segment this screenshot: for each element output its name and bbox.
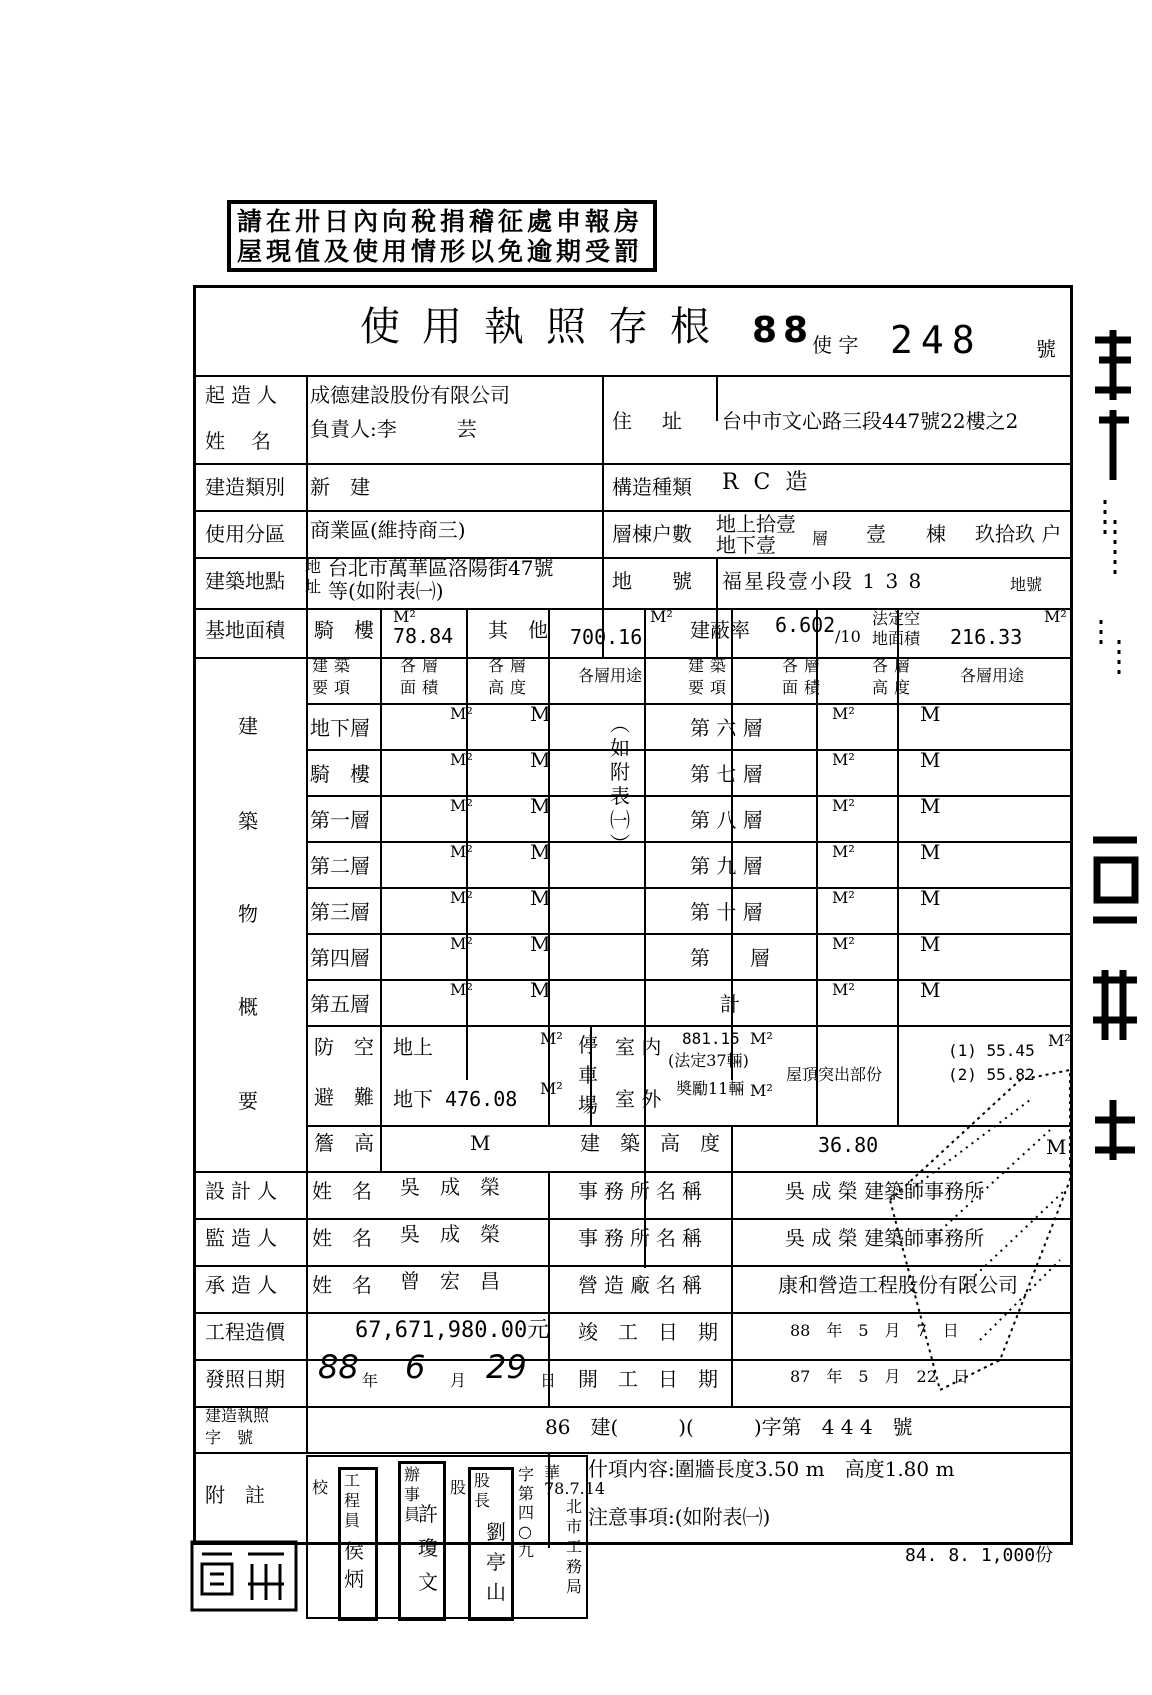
floor-label-right: 第 六 層 (690, 716, 763, 740)
designer-label: 設計人 (205, 1179, 283, 1203)
stamp-bureau: 北市工務局 (566, 1497, 583, 1596)
head-item-l: 建築要項 (312, 656, 357, 697)
lot-suffix: 地號 (1010, 575, 1043, 594)
floor-label-right: 第 九 層 (690, 854, 763, 878)
issue-month: 6 (405, 1348, 426, 1386)
floor-area-unit-right: M² (832, 750, 855, 769)
floor-area-unit-right: M² (832, 842, 855, 861)
stamp-engineer-name: 侯炳 (344, 1539, 364, 1591)
struct-label: 構造種類 (612, 475, 692, 499)
cost-label: 工程造價 (205, 1320, 285, 1344)
floor-label-left: 騎 樓 (310, 762, 370, 786)
issue-day: 29 (486, 1348, 527, 1386)
floor-area-unit-left: M² (450, 842, 473, 861)
builder-label: 起造人 (205, 383, 283, 407)
type-value: 新 建 (310, 475, 370, 499)
print-info: 84. 8. 1,000份 (905, 1545, 1054, 1566)
date-stamp-smudge (880, 1060, 1080, 1400)
floor-label-left: 第四層 (310, 946, 370, 970)
stamp-ref: 字第四○九 (518, 1465, 535, 1560)
floor-area-unit-left: M² (450, 980, 473, 999)
supervisor-name-label: 姓 名 (312, 1226, 372, 1250)
area-label: 基地面積 (205, 618, 285, 642)
issue-year-unit: 年 (362, 1371, 379, 1390)
side-label-2: 築 (238, 809, 258, 833)
head-area-l: 各層面積 (400, 656, 445, 697)
start-label: 開 工 日 期 (578, 1367, 718, 1391)
location-label: 建築地點 (205, 569, 285, 593)
supervisor-office-label: 事務所名稱 (578, 1226, 708, 1250)
head-item-r: 建築要項 (688, 656, 733, 697)
floor-height-unit-right: M (920, 840, 941, 864)
floors-above: 地上拾壹 (716, 512, 796, 536)
floor-label-right: 第 十 層 (690, 900, 763, 924)
coverage-label: 建蔽率 (690, 618, 750, 642)
parking-outdoor-note: 奬勵11輛 (676, 1079, 745, 1098)
bldg-count: 壹 棟 (866, 522, 946, 546)
number-suffix: 號 (1036, 337, 1056, 361)
floor-label-left: 地下層 (310, 716, 370, 740)
floor-height-unit-right: M (920, 978, 941, 1002)
head-height-r: 各層高度 (872, 656, 917, 697)
issue-label: 發照日期 (205, 1367, 285, 1391)
permit-number: 248 (890, 318, 983, 362)
stamp-date: 華78.7.14 (544, 1463, 606, 1498)
floor-area-unit-left: M² (450, 750, 473, 769)
shelter-label-1: 防 空 (314, 1035, 374, 1059)
roof-1: (1) 55.45 (948, 1041, 1035, 1060)
head-area-r: 各層面積 (782, 656, 827, 697)
floor-height-unit-left: M (530, 978, 551, 1002)
done-date: 88 年 5 月 7 日 (790, 1321, 959, 1340)
address-label: 住址 (612, 409, 712, 433)
floor-label-left: 第三層 (310, 900, 370, 924)
shelter-above-unit: M² (540, 1029, 563, 1048)
other-value: 700.16 (570, 625, 643, 649)
supervisor-name: 吳 成 榮 (400, 1222, 500, 1246)
type-label: 建造類別 (205, 475, 285, 499)
form-title: 使用執照存根 (360, 304, 732, 350)
notice-line-1: 請在卅日內向稅捐稽征處申報房 (237, 207, 644, 236)
notice-box (227, 200, 657, 272)
approval-stamps (306, 1455, 606, 1619)
supervisor-label: 監造人 (205, 1226, 283, 1250)
use-note-char: 表 (610, 784, 630, 808)
head-use-l: 各層用途 (578, 666, 643, 685)
office-seal (190, 1540, 298, 1612)
bh-unit: M (1046, 1135, 1067, 1159)
floor-height-unit-right: M (920, 748, 941, 772)
floor-height-unit-left: M (530, 702, 551, 726)
floor-area-unit-left: M² (450, 934, 473, 953)
floor-label-right: 第 層 (690, 946, 770, 970)
shelter-below-unit: M² (540, 1079, 563, 1098)
head-height-l: 各層高度 (488, 656, 533, 697)
floor-area-unit-right: M² (832, 796, 855, 815)
builder-company: 成德建設股份有限公司 (310, 383, 510, 407)
floor-area-unit-right: M² (832, 934, 855, 953)
parking-outdoor-label: 室 外 (615, 1087, 662, 1111)
unit-count: 玖拾玖 户 (975, 522, 1062, 546)
floor-label-left: 第一層 (310, 808, 370, 832)
parking-outdoor-unit: M² (750, 1081, 773, 1100)
issue-year: 88 (318, 1348, 359, 1386)
contractor-name: 曾 宏 昌 (400, 1269, 500, 1293)
floor-height-unit-left: M (530, 886, 551, 910)
floor-height-unit-right: M (920, 794, 941, 818)
floor-area-unit-left: M² (450, 796, 473, 815)
stamp-section: 股 (450, 1478, 467, 1497)
floor-height-unit-right: M (920, 932, 941, 956)
head-use-r: 各層用途 (960, 666, 1025, 685)
issue-day-unit: 日 (540, 1371, 557, 1390)
lot-label: 地 號 (612, 569, 692, 593)
eaves-label: 簷 高 (314, 1131, 374, 1155)
floors-below: 地下壹 (716, 533, 776, 557)
side-label-3: 物 (238, 902, 258, 926)
contractor-label: 承造人 (205, 1273, 283, 1297)
other-unit: M² (650, 607, 673, 626)
zone-label: 使用分區 (205, 522, 285, 546)
permit-kind: 使 字 (812, 333, 859, 357)
floors-label: 層棟户數 (612, 522, 692, 546)
permit-year: 88 (752, 310, 815, 351)
location-addr-1: 台北市萬華區洛陽街47號 (328, 556, 554, 580)
use-note-char: 附 (610, 760, 630, 784)
designer-name: 吳 成 榮 (400, 1175, 500, 1199)
arcade-unit: M² (393, 607, 416, 626)
contractor-office: 康和營造工程股份有限公司 (778, 1273, 1018, 1297)
side-label-5: 要 (238, 1089, 258, 1113)
notes-line-1: 什項内容:圍牆長度3.50 m 高度1.80 m (588, 1457, 955, 1481)
floor-height-unit-left: M (530, 794, 551, 818)
open-value: 216.33 (950, 625, 1023, 649)
stamp-chief-name: 劉亭山 (486, 1520, 506, 1604)
parking-label: 停車場 (578, 1033, 598, 1117)
other-label: 其 他 (488, 618, 548, 642)
stamp-chief: 股長 (474, 1471, 491, 1510)
side-label-1: 建 (238, 714, 258, 738)
cost-value: 67,671,980.00元 (355, 1318, 550, 1343)
builder-address: 台中市文心路三段447號22樓之2 (722, 409, 1019, 433)
floor-height-unit-right: M (920, 886, 941, 910)
floor-area-unit-left: M² (450, 704, 473, 723)
struct-value: R C 造 (722, 470, 812, 495)
issue-month-unit: 月 (450, 1371, 467, 1390)
edge-marks (1085, 320, 1145, 1580)
floor-height-unit-right: M (920, 702, 941, 726)
use-note-char: ㈠ (610, 808, 630, 832)
side-label-4: 概 (238, 995, 258, 1019)
floor-area-unit-right: M² (832, 888, 855, 907)
floor-height-unit-left: M (530, 748, 551, 772)
roof-label: 屋頂突出部份 (786, 1065, 883, 1084)
stamp-engineer: 工程員 (344, 1471, 361, 1530)
floor-label-left: 第二層 (310, 854, 370, 878)
done-label: 竣 工 日 期 (578, 1320, 718, 1344)
notes-label: 附 註 (205, 1483, 265, 1507)
contractor-office-label: 營造廠名稱 (578, 1273, 708, 1297)
roof-2: (2) 55.82 (948, 1065, 1035, 1084)
floor-height-unit-left: M (530, 932, 551, 956)
parking-indoor-note: (法定37輛) (668, 1051, 749, 1070)
use-note-char: ︶ (610, 832, 630, 856)
coverage-value: 6.602 (775, 613, 836, 637)
open-label-2: 地面積 (872, 629, 921, 648)
zone-value: 商業區(維持商三) (310, 518, 466, 542)
permit-label-1: 建造執照 (205, 1406, 270, 1425)
contractor-name-label: 姓 名 (312, 1273, 372, 1297)
parking-indoor-unit: M² (750, 1029, 773, 1048)
use-note-char: 如 (610, 736, 630, 760)
stamp-check: 校 (312, 1478, 329, 1497)
floor-label-right: 計 (720, 992, 740, 1016)
permit-label-2: 字 號 (205, 1428, 254, 1447)
builder-person: 負責人:李 芸 (310, 417, 477, 441)
permit-value: 86 建( )( )字第 4 4 4 號 (545, 1415, 913, 1439)
shelter-above: 地上 (393, 1035, 433, 1059)
stamp-clerk: 辦事員 (404, 1465, 421, 1524)
coverage-den: /10 (835, 627, 861, 646)
floor-label-right: 第 七 層 (690, 762, 763, 786)
open-unit: M² (1044, 607, 1067, 626)
notice-line-2: 屋現值及使用情形以免逾期受罰 (237, 237, 644, 266)
lot-value: 福星段壹小段 1 3 8 (722, 569, 924, 593)
parking-indoor-label: 室 内 (615, 1035, 662, 1059)
parking-indoor-value: 881.15 (682, 1029, 740, 1048)
designer-office: 吳 成 榮 建築師事務所 (785, 1179, 985, 1203)
floor-area-unit-right: M² (832, 980, 855, 999)
arcade-label: 騎 樓 (314, 618, 374, 642)
use-note (608, 712, 632, 856)
floor-label-right: 第 八 層 (690, 808, 763, 832)
use-note-char: ︵ (610, 712, 630, 736)
arcade-value: 78.84 (393, 624, 454, 648)
location-addr-2: 等(如附表㈠) (328, 579, 444, 603)
floor-area-unit-left: M² (450, 888, 473, 907)
roof-unit: M² (1048, 1031, 1071, 1050)
designer-name-label: 姓 名 (312, 1179, 372, 1203)
supervisor-office: 吳 成 榮 建築師事務所 (785, 1226, 985, 1250)
notes-line-2: 注意事項:(如附表㈠) (588, 1505, 771, 1529)
start-date: 87 年 5 月 22 日 (790, 1367, 969, 1386)
eaves-unit: M (470, 1131, 491, 1155)
addr-mark: 地址 (305, 557, 322, 596)
builder-name-label: 姓名 (205, 429, 297, 453)
floor-height-unit-left: M (530, 840, 551, 864)
shelter-below: 地下 476.08 (393, 1087, 518, 1111)
floor-label-left: 第五層 (310, 992, 370, 1016)
floors-layer: 層 (812, 529, 829, 548)
floor-area-unit-right: M² (832, 704, 855, 723)
designer-office-label: 事務所名稱 (578, 1179, 708, 1203)
open-label-1: 法定空 (872, 609, 921, 628)
bh-value: 36.80 (818, 1133, 879, 1157)
shelter-label-2: 避 難 (314, 1085, 374, 1109)
bh-label: 建 築 高 度 (580, 1131, 720, 1155)
stamp-clerk-name: 許瓊文 (418, 1502, 438, 1594)
